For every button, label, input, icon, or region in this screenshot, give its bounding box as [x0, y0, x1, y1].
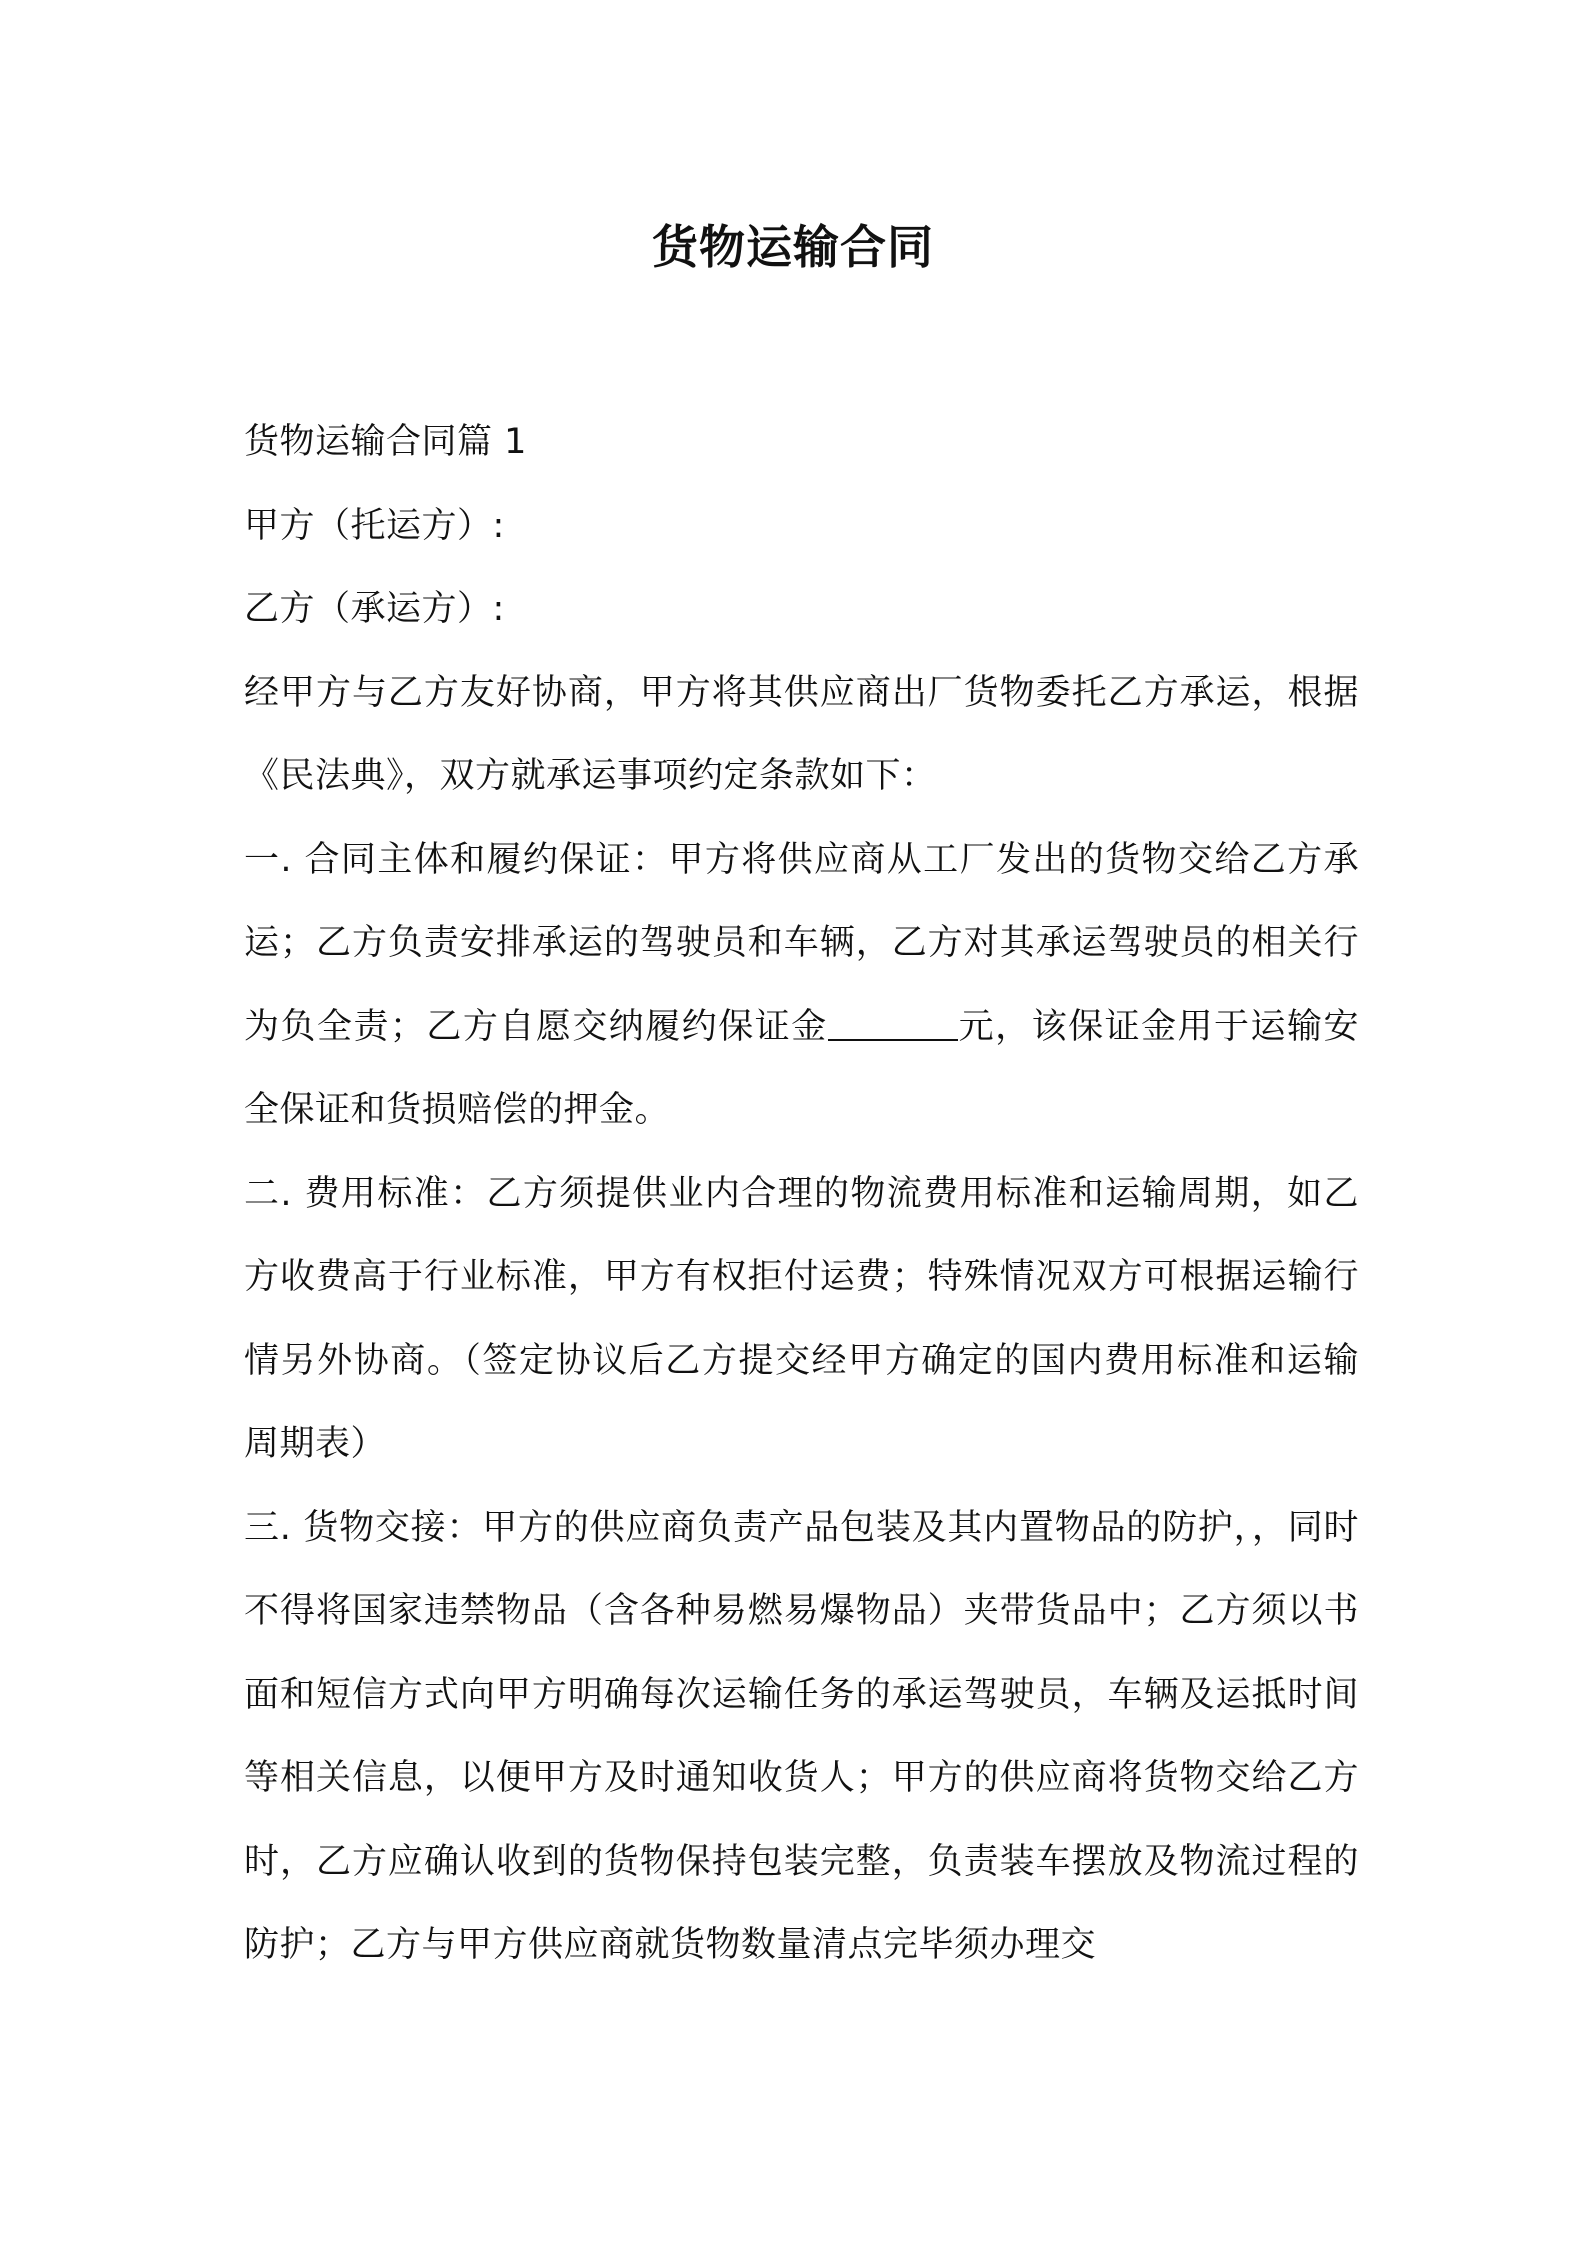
clause-1-text: 一. 合同主体和履约保证：甲方将供应商从工厂发出的货物交给乙方承运；乙方负责安排承运的驾驶员和车辆，乙方对其承运驾驶员的相关行为负全责；乙方自愿交纳履约保证金: [244, 839, 1359, 1047]
document-body: [244, 401, 1359, 1988]
clause-2-paragraph: 二. 费用标准：乙方须提供业内合理的物流费用标准和运输周期，如乙方收费高于行业标准，甲方有权拒付运费；特殊情况双方可根据运输行情另外协商。（签定协议后乙方提交经甲方确定的国内费用标准和运输周期表）: [244, 1173, 1359, 1464]
deposit-amount-blank: [828, 1004, 958, 1041]
preamble-paragraph: 经甲方与乙方友好协商，甲方将其供应商出厂货物委托乙方承运，根据《民法典》，双方就承运事项约定条款如下：: [244, 672, 1359, 796]
clause-3-paragraph: 三. 货物交接：甲方的供应商负责产品包装及其内置物品的防护，，同时不得将国家违禁物品（含各种易燃易爆物品）夹带货品中；乙方须以书面和短信方式向甲方明确每次运输任务的承运驾驶员，车辆及运抵时间等相关信息，以便甲方及时通知收货人；甲方的供应商将货物交给乙方时，乙方应确认收到的货物保持包装完整，负责装车摆放及物流过程的防护；乙方与甲方供应商就货物数量清点完毕须办理交: [244, 1507, 1359, 1965]
clause-1-text-continued: 元，该保证金用于运输安全保证和货损赔偿的押金。: [244, 1006, 1359, 1130]
document-title: 货物运输合同: [652, 220, 934, 274]
party-b-line: 乙方（承运方）:: [244, 589, 505, 629]
section-heading: 货物运输合同篇 1: [244, 422, 527, 462]
clause-1-paragraph: [244, 819, 1359, 1153]
party-a-line: 甲方（托运方）:: [244, 505, 505, 546]
